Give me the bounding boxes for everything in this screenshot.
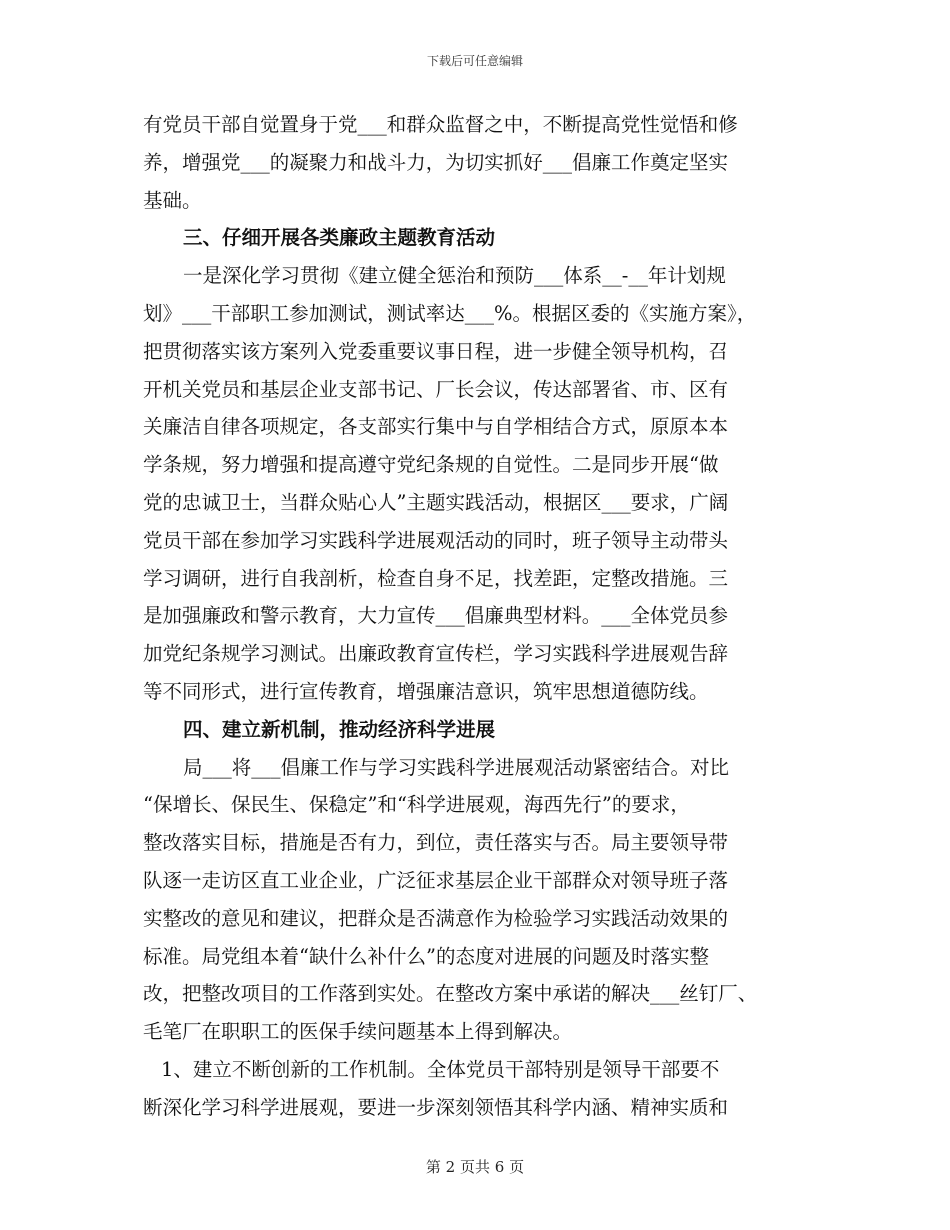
- text-line: 有党员干部自觉置身于党___和群众监督之中，不断提高党性觉悟和修: [143, 113, 738, 136]
- section-heading: 三、仔细开展各类廉政主题教育活动: [183, 226, 496, 250]
- text-line: 开机关党员和基层企业支部书记、厂长会议，传达部署省、市、区有: [143, 377, 729, 401]
- page-header: 下载后可任意编辑: [426, 54, 523, 68]
- text-line: 一是深化学习贯彻《建立健全惩治和预防___体系__-__年计划规: [183, 264, 726, 288]
- text-line: “保增长、保民生、保稳定”和“科学进展观，海西先行”的要求，: [143, 793, 690, 817]
- text-line: 局___将___倡廉工作与学习实践科学进展观活动紧密结合。对比: [183, 755, 730, 779]
- text-line: 划》___干部职工参加测试，测试率达___%。根据区委的《实施方案》，: [143, 301, 757, 325]
- text-line: 实整改的意见和建议，把群众是否满意作为检验学习实践活动效果的: [143, 906, 729, 930]
- text-line: 改，把整改项目的工作落到实处。在整改方案中承诺的解决___丝钉厂、: [143, 982, 758, 1006]
- text-line: 整改落实目标，措施是否有力，到位，责任落实与否。局主要领导带: [143, 831, 729, 855]
- text-line: 队逐一走访区直工业企业，广泛征求基层企业干部群众对领导班子落: [143, 868, 729, 892]
- text-line: 断深化学习科学进展观，要进一步深刻领悟其科学内涵、精神实质和: [143, 1095, 729, 1119]
- page-footer: 第 2 页共 6 页: [425, 1158, 525, 1176]
- text-line: 学习调研，进行自我剖析，检查自身不足，找差距，定整改措施。三: [143, 566, 729, 590]
- text-line: 等不同形式，进行宣传教育，增强廉洁意识，筑牢思想道德防线。: [143, 679, 709, 703]
- text-line: 是加强廉政和警示教育，大力宣传___倡廉典型材料。___全体党员参: [143, 604, 729, 628]
- text-line: 养，增强党___的凝聚力和战斗力，为切实抓好___倡廉工作奠定坚实: [143, 150, 729, 174]
- text-line: 基础。: [143, 188, 202, 212]
- text-line: 把贯彻落实该方案列入党委重要议事日程，进一步健全领导机构，召: [143, 339, 729, 363]
- text-line: 学条规，努力增强和提高遵守党纪条规的自觉性。二是同步开展“做: [143, 453, 719, 477]
- text-line: 关廉洁自律各项规定，各支部实行集中与自学相结合方式，原原本本: [143, 415, 729, 439]
- text-line: 标准。局党组本着“缺什么补什么”的态度对进展的问题及时落实整: [143, 944, 709, 968]
- section-heading: 四、建立新机制，推动经济科学进展: [183, 717, 496, 741]
- document-body: [143, 106, 823, 1127]
- text-line: 毛笔厂在职职工的医保手续问题基本上得到解决。: [143, 1020, 573, 1044]
- text-line: 加党纪条规学习测试。出廉政教育宣传栏，学习实践科学进展观告辞: [143, 642, 729, 666]
- text-line: 党员干部在参加学习实践科学进展观活动的同时，班子领导主动带头: [143, 528, 729, 552]
- text-line: 党的忠诚卫士，当群众贴心人”主题实践活动，根据区___要求，广阔: [143, 490, 729, 514]
- text-line: 1、建立不断创新的工作机制。全体党员干部特别是领导干部要不: [161, 1057, 720, 1081]
